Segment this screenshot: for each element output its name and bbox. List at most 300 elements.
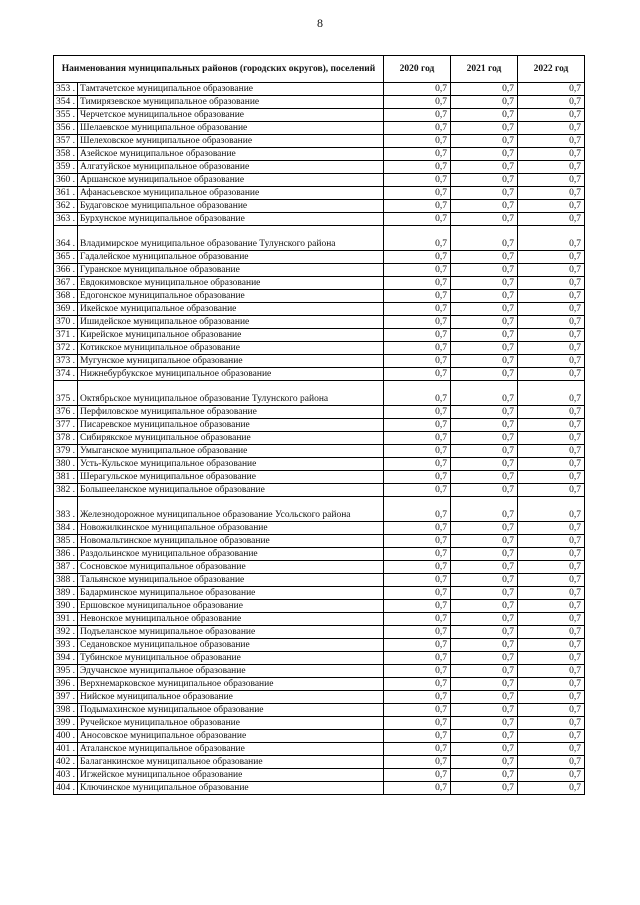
row-number: 401 .	[54, 743, 78, 756]
row-name: Раздольинское муниципальное образование	[78, 548, 384, 561]
row-name: Ершовское муниципальное образование	[78, 600, 384, 613]
table-row	[54, 730, 585, 743]
row-number: 395 .	[54, 665, 78, 678]
value-2020: 0,7	[384, 213, 451, 226]
table-row	[54, 561, 585, 574]
row-number: 388 .	[54, 574, 78, 587]
value-2022: 0,7	[518, 83, 585, 96]
row-name: Перфиловское муниципальное образование	[78, 406, 384, 419]
value-2020: 0,7	[384, 652, 451, 665]
table-row	[54, 226, 585, 251]
table-row	[54, 109, 585, 122]
table-row	[54, 691, 585, 704]
value-2021: 0,7	[451, 574, 518, 587]
row-name: Тимирязевское муниципальное образование	[78, 96, 384, 109]
row-number: 358 .	[54, 148, 78, 161]
row-number: 368 .	[54, 290, 78, 303]
row-name: Сибирякское муниципальное образование	[78, 432, 384, 445]
value-2020: 0,7	[384, 355, 451, 368]
value-2022: 0,7	[518, 782, 585, 795]
row-name: Сосновское муниципальное образование	[78, 561, 384, 574]
row-name: Игжейское муниципальное образование	[78, 769, 384, 782]
table-row	[54, 652, 585, 665]
value-2020: 0,7	[384, 200, 451, 213]
row-number: 397 .	[54, 691, 78, 704]
column-header-name: Наименования муниципальных районов (городских округов), поселений	[54, 56, 384, 83]
row-number: 355 .	[54, 109, 78, 122]
value-2020: 0,7	[384, 484, 451, 497]
table-row	[54, 522, 585, 535]
table-row	[54, 303, 585, 316]
value-2022: 0,7	[518, 691, 585, 704]
value-2020: 0,7	[384, 743, 451, 756]
row-number: 396 .	[54, 678, 78, 691]
municipal-coefficients-table	[53, 55, 585, 795]
value-2021: 0,7	[451, 368, 518, 381]
row-number: 389 .	[54, 587, 78, 600]
row-number: 379 .	[54, 445, 78, 458]
row-number: 360 .	[54, 174, 78, 187]
row-number: 382 .	[54, 484, 78, 497]
value-2020: 0,7	[384, 445, 451, 458]
value-2021: 0,7	[451, 652, 518, 665]
value-2022: 0,7	[518, 303, 585, 316]
row-number: 399 .	[54, 717, 78, 730]
value-2021: 0,7	[451, 135, 518, 148]
value-2021: 0,7	[451, 782, 518, 795]
value-2020: 0,7	[384, 471, 451, 484]
row-number: 386 .	[54, 548, 78, 561]
row-name: Октябрьское муниципальное образование Тулунского района	[78, 381, 384, 406]
value-2021: 0,7	[451, 381, 518, 406]
value-2022: 0,7	[518, 122, 585, 135]
value-2022: 0,7	[518, 174, 585, 187]
value-2022: 0,7	[518, 756, 585, 769]
row-number: 364 .	[54, 226, 78, 251]
row-name: Евдокимовское муниципальное образование	[78, 277, 384, 290]
value-2020: 0,7	[384, 782, 451, 795]
value-2020: 0,7	[384, 316, 451, 329]
value-2022: 0,7	[518, 704, 585, 717]
row-number: 353 .	[54, 83, 78, 96]
value-2021: 0,7	[451, 316, 518, 329]
value-2022: 0,7	[518, 277, 585, 290]
row-number: 354 .	[54, 96, 78, 109]
value-2020: 0,7	[384, 419, 451, 432]
table-row	[54, 200, 585, 213]
row-name: Новожилкинское муниципальное образование	[78, 522, 384, 535]
value-2022: 0,7	[518, 717, 585, 730]
table-row	[54, 368, 585, 381]
value-2021: 0,7	[451, 639, 518, 652]
value-2021: 0,7	[451, 600, 518, 613]
table-row	[54, 678, 585, 691]
table-row	[54, 148, 585, 161]
value-2020: 0,7	[384, 691, 451, 704]
value-2021: 0,7	[451, 264, 518, 277]
table-row	[54, 316, 585, 329]
value-2020: 0,7	[384, 187, 451, 200]
value-2020: 0,7	[384, 678, 451, 691]
value-2022: 0,7	[518, 213, 585, 226]
row-name: Нийское муниципальное образование	[78, 691, 384, 704]
row-number: 362 .	[54, 200, 78, 213]
row-number: 402 .	[54, 756, 78, 769]
value-2021: 0,7	[451, 484, 518, 497]
row-number: 369 .	[54, 303, 78, 316]
row-name: Верхнемарковское муниципальное образование	[78, 678, 384, 691]
value-2021: 0,7	[451, 109, 518, 122]
table-row	[54, 535, 585, 548]
row-number: 374 .	[54, 368, 78, 381]
row-name: Тальянское муниципальное образование	[78, 574, 384, 587]
value-2022: 0,7	[518, 135, 585, 148]
value-2021: 0,7	[451, 769, 518, 782]
value-2020: 0,7	[384, 574, 451, 587]
value-2020: 0,7	[384, 522, 451, 535]
value-2020: 0,7	[384, 600, 451, 613]
value-2022: 0,7	[518, 96, 585, 109]
row-name: Аталанское муниципальное образование	[78, 743, 384, 756]
row-name: Алгатуйское муниципальное образование	[78, 161, 384, 174]
row-name: Ручейское муниципальное образование	[78, 717, 384, 730]
value-2022: 0,7	[518, 445, 585, 458]
table-row	[54, 355, 585, 368]
value-2022: 0,7	[518, 548, 585, 561]
row-number: 375 .	[54, 381, 78, 406]
value-2022: 0,7	[518, 368, 585, 381]
value-2020: 0,7	[384, 704, 451, 717]
value-2022: 0,7	[518, 109, 585, 122]
table-row	[54, 458, 585, 471]
value-2022: 0,7	[518, 484, 585, 497]
value-2021: 0,7	[451, 226, 518, 251]
value-2022: 0,7	[518, 161, 585, 174]
table-row	[54, 135, 585, 148]
value-2021: 0,7	[451, 432, 518, 445]
value-2020: 0,7	[384, 148, 451, 161]
value-2022: 0,7	[518, 432, 585, 445]
row-number: 359 .	[54, 161, 78, 174]
table-row	[54, 187, 585, 200]
row-name: Ключинское муниципальное образование	[78, 782, 384, 795]
row-number: 391 .	[54, 613, 78, 626]
value-2020: 0,7	[384, 226, 451, 251]
row-name: Усть-Кульское муниципальное образование	[78, 458, 384, 471]
value-2022: 0,7	[518, 613, 585, 626]
row-name: Афанасьевское муниципальное образование	[78, 187, 384, 200]
value-2022: 0,7	[518, 264, 585, 277]
value-2021: 0,7	[451, 458, 518, 471]
row-number: 380 .	[54, 458, 78, 471]
column-header-2022: 2022 год	[518, 56, 585, 83]
value-2022: 0,7	[518, 652, 585, 665]
value-2020: 0,7	[384, 561, 451, 574]
value-2021: 0,7	[451, 96, 518, 109]
table-row	[54, 83, 585, 96]
row-number: 403 .	[54, 769, 78, 782]
row-name: Нижнебурбукское муниципальное образование	[78, 368, 384, 381]
value-2020: 0,7	[384, 342, 451, 355]
row-name: Шелаевское муниципальное образование	[78, 122, 384, 135]
table-row	[54, 161, 585, 174]
row-number: 370 .	[54, 316, 78, 329]
value-2020: 0,7	[384, 639, 451, 652]
row-number: 356 .	[54, 122, 78, 135]
table-row	[54, 445, 585, 458]
value-2022: 0,7	[518, 342, 585, 355]
row-number: 384 .	[54, 522, 78, 535]
value-2020: 0,7	[384, 717, 451, 730]
value-2022: 0,7	[518, 743, 585, 756]
value-2020: 0,7	[384, 432, 451, 445]
table-row	[54, 251, 585, 264]
row-name: Тубинское муниципальное образование	[78, 652, 384, 665]
value-2022: 0,7	[518, 419, 585, 432]
value-2020: 0,7	[384, 251, 451, 264]
value-2020: 0,7	[384, 174, 451, 187]
value-2022: 0,7	[518, 587, 585, 600]
value-2020: 0,7	[384, 161, 451, 174]
value-2022: 0,7	[518, 626, 585, 639]
column-header-2020: 2020 год	[384, 56, 451, 83]
table-body	[54, 83, 585, 795]
value-2021: 0,7	[451, 548, 518, 561]
value-2021: 0,7	[451, 83, 518, 96]
value-2021: 0,7	[451, 678, 518, 691]
table-row	[54, 639, 585, 652]
value-2022: 0,7	[518, 226, 585, 251]
value-2020: 0,7	[384, 135, 451, 148]
value-2020: 0,7	[384, 587, 451, 600]
row-number: 376 .	[54, 406, 78, 419]
value-2020: 0,7	[384, 329, 451, 342]
value-2022: 0,7	[518, 522, 585, 535]
value-2020: 0,7	[384, 122, 451, 135]
table-row	[54, 756, 585, 769]
value-2022: 0,7	[518, 381, 585, 406]
table-row	[54, 717, 585, 730]
value-2020: 0,7	[384, 96, 451, 109]
table-row	[54, 174, 585, 187]
row-name: Невонское муниципальное образование	[78, 613, 384, 626]
table-header-row	[54, 56, 585, 83]
value-2020: 0,7	[384, 368, 451, 381]
table-row	[54, 782, 585, 795]
row-number: 383 .	[54, 497, 78, 522]
row-number: 377 .	[54, 419, 78, 432]
table-row	[54, 704, 585, 717]
value-2022: 0,7	[518, 678, 585, 691]
value-2020: 0,7	[384, 277, 451, 290]
row-name: Ишидейское муниципальное образование	[78, 316, 384, 329]
value-2020: 0,7	[384, 665, 451, 678]
table-row	[54, 769, 585, 782]
value-2021: 0,7	[451, 355, 518, 368]
value-2022: 0,7	[518, 200, 585, 213]
table-row	[54, 743, 585, 756]
row-number: 393 .	[54, 639, 78, 652]
row-name: Аносовское муниципальное образование	[78, 730, 384, 743]
row-name: Аршанское муниципальное образование	[78, 174, 384, 187]
value-2021: 0,7	[451, 342, 518, 355]
value-2021: 0,7	[451, 497, 518, 522]
row-name: Будаговское муниципальное образование	[78, 200, 384, 213]
value-2020: 0,7	[384, 290, 451, 303]
row-number: 367 .	[54, 277, 78, 290]
value-2020: 0,7	[384, 626, 451, 639]
row-name: Железнодорожное муниципальное образование Усольского района	[78, 497, 384, 522]
value-2020: 0,7	[384, 535, 451, 548]
value-2020: 0,7	[384, 756, 451, 769]
value-2022: 0,7	[518, 316, 585, 329]
value-2022: 0,7	[518, 639, 585, 652]
row-name: Едогонское муниципальное образование	[78, 290, 384, 303]
value-2021: 0,7	[451, 213, 518, 226]
value-2021: 0,7	[451, 174, 518, 187]
row-number: 381 .	[54, 471, 78, 484]
row-number: 404 .	[54, 782, 78, 795]
table-row	[54, 626, 585, 639]
value-2022: 0,7	[518, 600, 585, 613]
value-2022: 0,7	[518, 406, 585, 419]
value-2020: 0,7	[384, 730, 451, 743]
row-name: Писаревское муниципальное образование	[78, 419, 384, 432]
row-name: Кирейское муниципальное образование	[78, 329, 384, 342]
value-2022: 0,7	[518, 471, 585, 484]
row-name: Бадарминское муниципальное образование	[78, 587, 384, 600]
row-number: 385 .	[54, 535, 78, 548]
row-number: 390 .	[54, 600, 78, 613]
value-2021: 0,7	[451, 730, 518, 743]
row-name: Шелеховское муниципальное образование	[78, 135, 384, 148]
value-2022: 0,7	[518, 187, 585, 200]
table-row	[54, 96, 585, 109]
row-number: 371 .	[54, 329, 78, 342]
row-name: Мугунское муниципальное образование	[78, 355, 384, 368]
row-name: Гадалейское муниципальное образование	[78, 251, 384, 264]
row-number: 363 .	[54, 213, 78, 226]
row-name: Эдучанское муниципальное образование	[78, 665, 384, 678]
value-2021: 0,7	[451, 122, 518, 135]
value-2020: 0,7	[384, 303, 451, 316]
value-2022: 0,7	[518, 148, 585, 161]
table-row	[54, 665, 585, 678]
value-2021: 0,7	[451, 200, 518, 213]
row-number: 392 .	[54, 626, 78, 639]
row-number: 366 .	[54, 264, 78, 277]
value-2021: 0,7	[451, 691, 518, 704]
table-row	[54, 290, 585, 303]
page-number: 8	[317, 16, 323, 30]
value-2021: 0,7	[451, 303, 518, 316]
row-name: Седановское муниципальное образование	[78, 639, 384, 652]
row-number: 387 .	[54, 561, 78, 574]
table-row	[54, 432, 585, 445]
table-row	[54, 406, 585, 419]
value-2020: 0,7	[384, 381, 451, 406]
value-2021: 0,7	[451, 148, 518, 161]
table-row	[54, 329, 585, 342]
table-row	[54, 381, 585, 406]
value-2022: 0,7	[518, 535, 585, 548]
value-2021: 0,7	[451, 665, 518, 678]
table-row	[54, 600, 585, 613]
value-2020: 0,7	[384, 497, 451, 522]
row-name: Новомальтинское муниципальное образование	[78, 535, 384, 548]
value-2022: 0,7	[518, 355, 585, 368]
value-2021: 0,7	[451, 406, 518, 419]
row-name: Владимирское муниципальное образование Тулунского района	[78, 226, 384, 251]
value-2022: 0,7	[518, 574, 585, 587]
row-name: Умыганское муниципальное образование	[78, 445, 384, 458]
value-2022: 0,7	[518, 769, 585, 782]
value-2022: 0,7	[518, 251, 585, 264]
value-2022: 0,7	[518, 458, 585, 471]
value-2021: 0,7	[451, 535, 518, 548]
row-name: Азейское муниципальное образование	[78, 148, 384, 161]
table-row	[54, 587, 585, 600]
value-2020: 0,7	[384, 109, 451, 122]
value-2020: 0,7	[384, 264, 451, 277]
row-number: 357 .	[54, 135, 78, 148]
value-2021: 0,7	[451, 471, 518, 484]
value-2020: 0,7	[384, 548, 451, 561]
row-name: Гуранское муниципальное образование	[78, 264, 384, 277]
value-2021: 0,7	[451, 717, 518, 730]
row-number: 394 .	[54, 652, 78, 665]
row-name: Балаганкинское муниципальное образование	[78, 756, 384, 769]
value-2022: 0,7	[518, 665, 585, 678]
value-2021: 0,7	[451, 329, 518, 342]
value-2022: 0,7	[518, 329, 585, 342]
row-name: Подъеланское муниципальное образование	[78, 626, 384, 639]
table-row	[54, 213, 585, 226]
table-row	[54, 497, 585, 522]
row-name: Бурхунское муниципальное образование	[78, 213, 384, 226]
table-row	[54, 122, 585, 135]
table-row	[54, 548, 585, 561]
value-2020: 0,7	[384, 83, 451, 96]
row-number: 361 .	[54, 187, 78, 200]
row-number: 365 .	[54, 251, 78, 264]
table-row	[54, 342, 585, 355]
row-name: Котикское муниципальное образование	[78, 342, 384, 355]
value-2020: 0,7	[384, 613, 451, 626]
row-number: 378 .	[54, 432, 78, 445]
table-row	[54, 419, 585, 432]
table-row	[54, 574, 585, 587]
value-2022: 0,7	[518, 730, 585, 743]
value-2021: 0,7	[451, 561, 518, 574]
row-name: Икейское муниципальное образование	[78, 303, 384, 316]
value-2021: 0,7	[451, 161, 518, 174]
table-row	[54, 471, 585, 484]
value-2022: 0,7	[518, 497, 585, 522]
value-2021: 0,7	[451, 704, 518, 717]
row-number: 372 .	[54, 342, 78, 355]
value-2021: 0,7	[451, 290, 518, 303]
value-2021: 0,7	[451, 187, 518, 200]
table-row	[54, 264, 585, 277]
row-name: Большееланское муниципальное образование	[78, 484, 384, 497]
value-2021: 0,7	[451, 522, 518, 535]
value-2021: 0,7	[451, 626, 518, 639]
row-number: 373 .	[54, 355, 78, 368]
column-header-2021: 2021 год	[451, 56, 518, 83]
row-number: 398 .	[54, 704, 78, 717]
value-2021: 0,7	[451, 251, 518, 264]
